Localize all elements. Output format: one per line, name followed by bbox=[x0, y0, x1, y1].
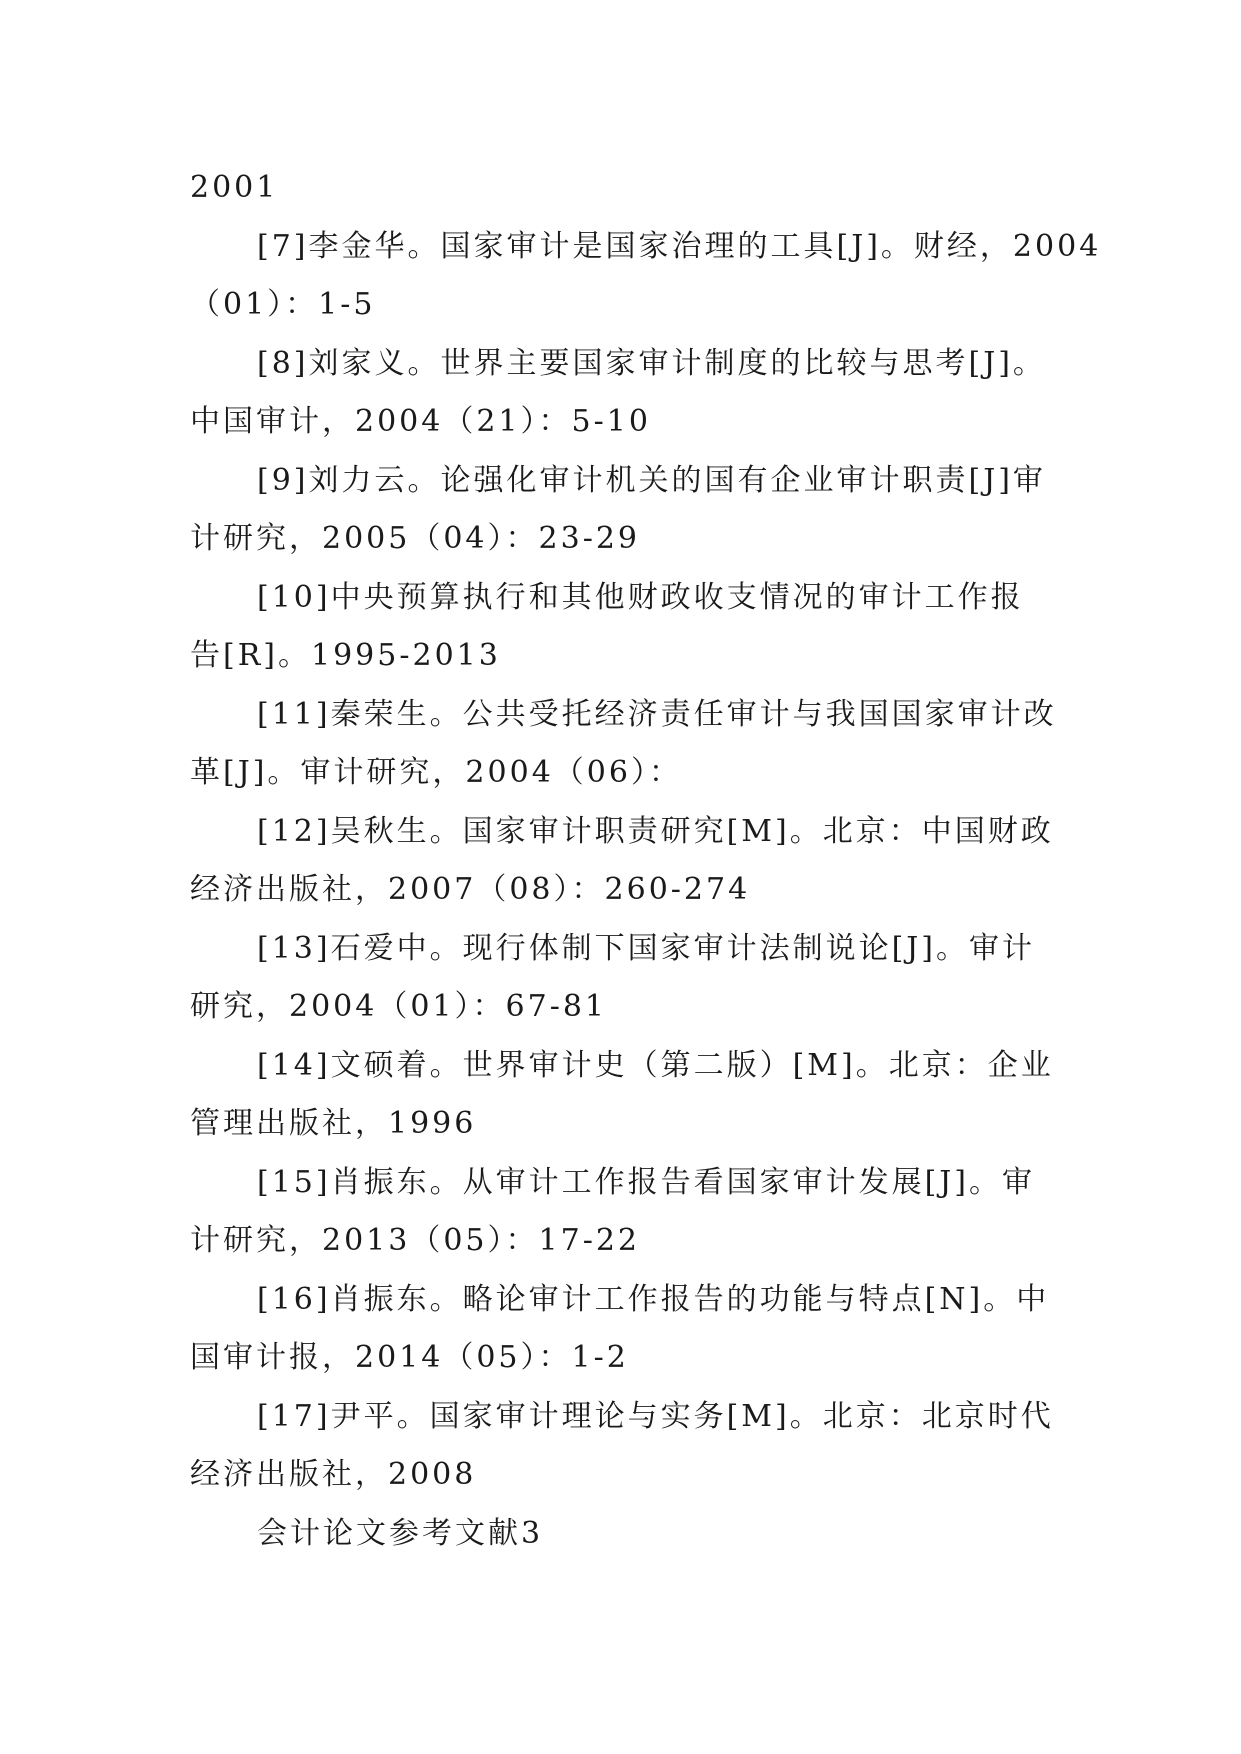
section-heading: 会计论文参考文献3 bbox=[257, 1515, 544, 1551]
text-line: 中国审计，2004（21）：5-10 bbox=[190, 404, 651, 439]
text-line: 革[J]。审计研究，2004（06）： bbox=[190, 755, 682, 790]
text-line: 经济出版社，2008 bbox=[190, 1457, 477, 1492]
text-line: 管理出版社，1996 bbox=[190, 1106, 477, 1141]
text-line: 国审计报，2014（05）：1-2 bbox=[190, 1340, 629, 1375]
reference-entry-7: [7]李金华。国家审计是国家治理的工具[J]。财经，2004 bbox=[257, 228, 1102, 264]
text-line: 研究，2004（01）：67-81 bbox=[190, 989, 608, 1024]
text-line: 告[R]。1995-2013 bbox=[190, 638, 501, 673]
reference-entry-17: [17]尹平。国家审计理论与实务[M]。北京：北京时代 bbox=[257, 1398, 1054, 1434]
reference-entry-10: [10]中央预算执行和其他财政收支情况的审计工作报 bbox=[257, 579, 1024, 615]
text-line: 计研究，2005（04）：23-29 bbox=[190, 521, 641, 556]
text-line: 经济出版社，2007（08）：260-274 bbox=[190, 872, 751, 907]
text-line: （01）：1-5 bbox=[190, 287, 376, 322]
text-line: 计研究，2013（05）：17-22 bbox=[190, 1223, 641, 1258]
reference-entry-9: [9]刘力云。论强化审计机关的国有企业审计职责[J]审 bbox=[257, 462, 1046, 498]
reference-entry-14: [14]文硕着。世界审计史（第二版）[M]。北京：企业 bbox=[257, 1047, 1054, 1083]
reference-entry-8: [8]刘家义。世界主要国家审计制度的比较与思考[J]。 bbox=[257, 345, 1046, 381]
reference-entry-13: [13]石爱中。现行体制下国家审计法制说论[J]。审计 bbox=[257, 930, 1036, 966]
text-line: 2001 bbox=[190, 170, 279, 205]
reference-entry-11: [11]秦荣生。公共受托经济责任审计与我国国家审计改 bbox=[257, 696, 1057, 732]
reference-entry-12: [12]吴秋生。国家审计职责研究[M]。北京：中国财政 bbox=[257, 813, 1054, 849]
reference-entry-16: [16]肖振东。略论审计工作报告的功能与特点[N]。中 bbox=[257, 1281, 1050, 1317]
reference-list bbox=[190, 159, 1102, 1563]
reference-entry-15: [15]肖振东。从审计工作报告看国家审计发展[J]。审 bbox=[257, 1164, 1036, 1200]
